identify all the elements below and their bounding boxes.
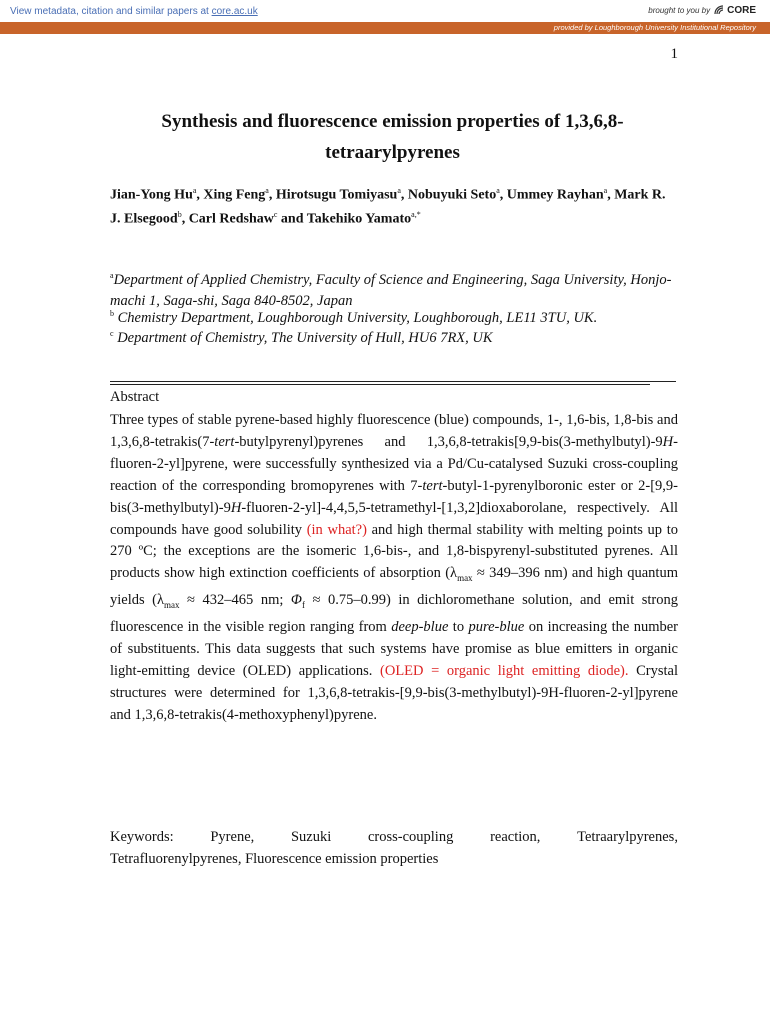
reviewer-note: (in what?) bbox=[306, 521, 367, 538]
reviewer-note: (OLED = organic light emitting diode). bbox=[380, 662, 629, 679]
affiliation-text: Department of Applied Chemistry, Faculty of Science and Engineering, Saga University, Honjo-machi 1, Saga-shi, Saga 840-8502, Japan bbox=[110, 271, 672, 309]
core-brand: CORE bbox=[727, 4, 756, 16]
paper-title: Synthesis and fluorescence emission properties of 1,3,6,8-tetraarylpyrenes bbox=[161, 111, 624, 163]
author-list: Jian-Yong Hu$^a$, Xing Feng$^a$, Hirotsugu Tomiyasu$^a$, Nobuyuki Seto$^a$, Ummey Rayhan$^a$, Mark R. J. Elsegood$^b$, Carl Redshaw$^c$ and Takehiko Yamato$^{a,*}$ bbox=[110, 186, 666, 227]
provided-by-bar bbox=[0, 22, 770, 34]
author-name: Hirotsugu Tomiyasu bbox=[275, 187, 398, 203]
author-affiliation-mark: a bbox=[192, 186, 197, 195]
provided-by bbox=[554, 23, 756, 32]
author-name: Carl Redshaw bbox=[188, 211, 274, 227]
brought-by-text: brought to you by bbox=[648, 5, 711, 15]
abstract-body: Three types of stable pyrene-based highly fluorescence (blue) compounds, 1-, 1,6-bis, 1,8-bis and 1,3,6,8-tetrakis(7-tert-butylpyrenyl)pyrenes and 1,3,6,8-tetrakis[9,9-bis(3-methylbutyl)-9H-fluoren-2-yl]pyrene, were successfully synthesized via a Pd/Cu-catalysed Suzuki cross-coupling reaction of the corresponding bromopyrenes with 7-tert-butyl-1-pyrenylboronic ester or 2-[9,9-bis(3-methylbutyl)-9H-fluoren-2-yl]-4,4,5,5-tetramethyl-[1,3,2]dioxaborolane, respectively. All compounds have good solubility (in what?) and high thermal stability with melting points up to 270 ºC; the exceptions are the isomeric 1,6-bis-, and 1,8-bispyrenyl-substituted pyrenes. All products show high extinction coefficients of absorption ($\lambda_{max} \approx 349-396$ nm) and high quantum yields ($\lambda_{max} \approx 432-465$ nm; $\Phi_f \approx 0.75-0.99$) in dichloromethane solution, and emit strong fluorescence in the visible region ranging from deep-blue to pure-blue on increasing the number of substituents. This data suggests that such systems have promise as blue emitters in organic light-emitting device (OLED) applications. (OLED = organic light emitting diode). Crystal structures were determined for 1,3,6,8-tetrakis-[9,9-bis(3-methylbutyl)-9H-fluoren-2-yl]pyrene and 1,3,6,8-tetrakis(4-methoxyphenyl)pyrene. bbox=[110, 412, 679, 723]
core-ac-uk-link[interactable]: core.ac.uk bbox=[211, 6, 258, 17]
affiliation-mark: c bbox=[110, 329, 114, 338]
affiliation-c bbox=[110, 323, 680, 349]
brought-to-you-by bbox=[648, 4, 756, 16]
keywords-label: Keywords: bbox=[110, 829, 174, 845]
keywords-line-1 bbox=[110, 826, 678, 848]
affiliation-text: Chemistry Department, Loughborough University, Loughborough, LE11 3TU, UK. bbox=[114, 309, 598, 326]
affiliation-text: Department of Chemistry, The University of Hull, HU6 7RX, UK bbox=[113, 329, 493, 346]
affiliation-mark: a bbox=[110, 271, 114, 280]
core-header-bar bbox=[0, 0, 770, 22]
author-affiliation-mark: a,* bbox=[411, 209, 421, 219]
author-name: Jian-Yong Hu bbox=[110, 187, 193, 203]
author-name: Ummey Rayhan bbox=[506, 187, 604, 203]
provided-by-repository[interactable]: Loughborough University Institutional Repository bbox=[594, 23, 756, 32]
keywords bbox=[110, 826, 678, 870]
author-affiliation-mark: a bbox=[265, 186, 269, 195]
author-affiliation-mark: b bbox=[177, 209, 182, 219]
author-name: Xing Feng bbox=[203, 187, 266, 203]
divider-line bbox=[110, 381, 676, 382]
core-logo[interactable] bbox=[713, 4, 756, 16]
affiliation-mark: b bbox=[110, 309, 114, 318]
author-name: Mark R. J. Elsegood bbox=[110, 187, 666, 227]
keyword: Pyrene, bbox=[210, 829, 255, 845]
keywords-line-2: Tetrafluorenylpyrenes, Fluorescence emission properties bbox=[110, 851, 439, 867]
keyword: Suzuki bbox=[290, 829, 332, 845]
keyword: reaction, bbox=[490, 829, 541, 845]
author-name: Takehiko Yamato bbox=[306, 211, 412, 227]
abstract-heading: Abstract bbox=[110, 389, 160, 405]
divider-line bbox=[110, 384, 650, 385]
core-metadata-text: View metadata, citation and similar papers at bbox=[10, 6, 212, 17]
provided-by-prefix: provided by bbox=[553, 23, 593, 32]
keyword: cross-coupling bbox=[367, 829, 454, 845]
author-affiliation-mark: c bbox=[273, 209, 278, 219]
core-metadata-link[interactable] bbox=[10, 6, 258, 17]
author-affiliation-mark: a bbox=[397, 186, 401, 195]
keyword: Tetraarylpyrenes, bbox=[577, 829, 678, 845]
core-logo-icon bbox=[713, 4, 725, 16]
author-name: Nobuyuki Seto bbox=[407, 187, 497, 203]
page-number: 1 bbox=[670, 46, 678, 62]
author-affiliation-mark: a bbox=[496, 186, 500, 195]
author-affiliation-mark: a bbox=[603, 186, 608, 195]
